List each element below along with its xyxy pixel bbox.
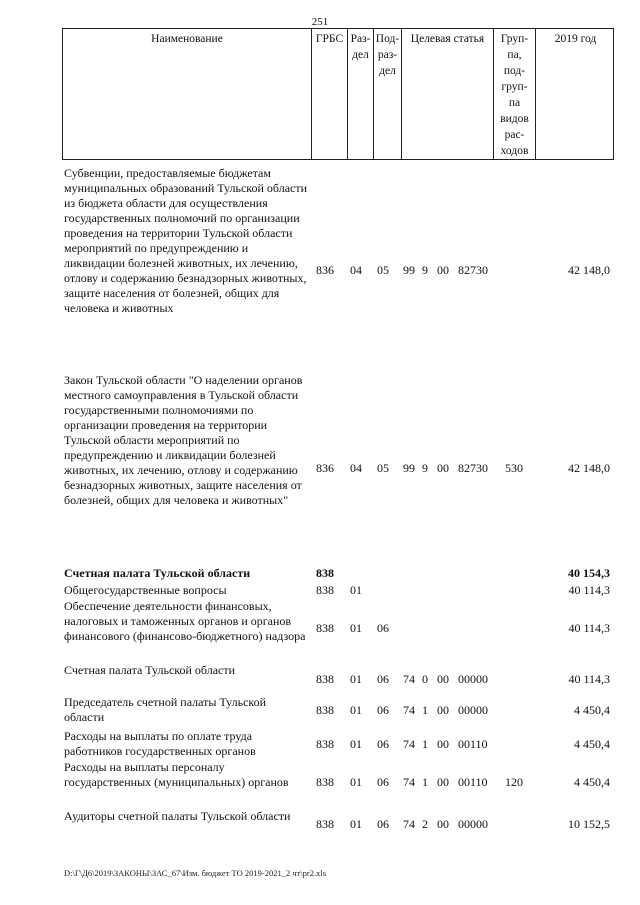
row-sum: 4 450,4 xyxy=(574,775,610,789)
row-razdel: 01 xyxy=(350,775,362,789)
row-target-program: 99 xyxy=(403,263,415,277)
row-razdel: 01 xyxy=(350,817,362,831)
row-sum: 42 148,0 xyxy=(568,461,610,475)
row-target-program: 74 xyxy=(403,737,415,751)
row-podrazdel: 06 xyxy=(377,672,389,686)
row-razdel: 04 xyxy=(350,461,362,475)
row-target-program: 74 xyxy=(403,775,415,789)
page-number: 251 xyxy=(311,16,329,28)
row-grbs: 838 xyxy=(316,817,334,831)
row-target-program: 99 xyxy=(403,461,415,475)
header-grbs: ГРБС xyxy=(311,29,347,159)
row-target-event: 00 xyxy=(437,817,449,831)
header-year: 2019 год xyxy=(535,29,615,159)
row-grbs: 838 xyxy=(316,583,334,597)
row-grbs: 836 xyxy=(316,263,334,277)
row-target-subprogram: 9 xyxy=(422,461,428,475)
row-name: Председатель счетной палаты Тульской области xyxy=(64,695,267,724)
row-name: Обеспечение деятельности финансовых, налоговых и таможенных органов и органов финансового (финансово-бюджетного) надзора xyxy=(64,599,306,643)
row-razdel: 04 xyxy=(350,263,362,277)
row-grbs: 838 xyxy=(316,775,334,789)
row-grbs: 838 xyxy=(316,566,334,580)
row-grbs: 836 xyxy=(316,461,334,475)
header-razdel: Раз- дел xyxy=(347,29,373,159)
row-razdel: 01 xyxy=(350,672,362,686)
row-target-event: 00 xyxy=(437,737,449,751)
header-group: Груп- па, под- груп- па видов рас- ходов xyxy=(493,29,535,159)
row-target-program: 74 xyxy=(403,672,415,686)
row-name: Счетная палата Тульской области xyxy=(64,663,236,677)
row-target-program: 74 xyxy=(403,703,415,717)
row-target-direction: 00000 xyxy=(458,817,488,831)
row-razdel: 01 xyxy=(350,621,362,635)
row-grbs: 838 xyxy=(316,672,334,686)
row-sum: 40 114,3 xyxy=(568,583,610,597)
row-podrazdel: 06 xyxy=(377,621,389,635)
row-podrazdel: 05 xyxy=(377,263,389,277)
row-grbs: 838 xyxy=(316,621,334,635)
row-podrazdel: 06 xyxy=(377,817,389,831)
row-name: Закон Тульской области "О наделении органов местного самоуправления в Тульской области государственными полномочиями по организации проведения на территории Тульской области мероприятий по предупреждению и ликвидации болезней животных, их лечению, отлову и содержанию безнадзорных животных, защите населения от болезней, общих для человека и животных" xyxy=(64,373,303,507)
row-name: Расходы на выплаты персоналу государственных (муниципальных) органов xyxy=(64,760,289,789)
row-target-subprogram: 2 xyxy=(422,817,428,831)
row-podrazdel: 05 xyxy=(377,461,389,475)
row-target-subprogram: 0 xyxy=(422,672,428,686)
row-name: Расходы на выплаты по оплате труда работников государственных органов xyxy=(64,729,256,758)
row-sum: 4 450,4 xyxy=(574,703,610,717)
row-grbs: 838 xyxy=(316,703,334,717)
row-target-direction: 00110 xyxy=(458,737,488,751)
file-path-footer: D:\Г\Д6\2019\ЗАКОНЫ\ЗАС_67\Изм. бюджет ТО 2019-2021_2 чт\pr2.xls xyxy=(64,868,327,878)
row-podrazdel: 06 xyxy=(377,737,389,751)
header-podrazdel: Под- раз- дел xyxy=(373,29,401,159)
row-target-direction: 00000 xyxy=(458,672,488,686)
row-name: Счетная палата Тульской области xyxy=(64,566,251,580)
row-razdel: 01 xyxy=(350,737,362,751)
row-name: Общегосударственные вопросы xyxy=(64,583,227,597)
row-grbs: 838 xyxy=(316,737,334,751)
row-target-event: 00 xyxy=(437,672,449,686)
row-expense-type: 530 xyxy=(505,461,523,475)
row-sum: 40 114,3 xyxy=(568,621,610,635)
row-target-subprogram: 1 xyxy=(422,775,428,789)
row-target-direction: 00110 xyxy=(458,775,488,789)
row-target-event: 00 xyxy=(437,775,449,789)
row-target-subprogram: 1 xyxy=(422,703,428,717)
row-target-event: 00 xyxy=(437,461,449,475)
header-target: Целевая статья xyxy=(401,29,493,159)
row-target-subprogram: 1 xyxy=(422,737,428,751)
row-target-event: 00 xyxy=(437,263,449,277)
row-sum: 40 154,3 xyxy=(568,566,610,580)
table-header xyxy=(62,28,614,160)
row-target-program: 74 xyxy=(403,817,415,831)
row-expense-type: 120 xyxy=(505,775,523,789)
row-sum: 40 114,3 xyxy=(568,672,610,686)
row-name: Аудиторы счетной палаты Тульской области xyxy=(64,809,291,823)
row-razdel: 01 xyxy=(350,703,362,717)
row-sum: 4 450,4 xyxy=(574,737,610,751)
row-target-subprogram: 9 xyxy=(422,263,428,277)
row-name: Субвенции, предоставляемые бюджетам муниципальных образований Тульской области из бюджета области для осуществления государственных полномочий по организации проведения на территории Тульской области мероприятий по предупреждению и ликвидации болезней животных, их лечению, отлову и содержанию безнадзорных животных, защите населения от болезней, общих для человека и животных xyxy=(64,166,308,315)
row-target-direction: 82730 xyxy=(458,263,488,277)
row-target-direction: 82730 xyxy=(458,461,488,475)
row-razdel: 01 xyxy=(350,583,362,597)
header-name: Наименование xyxy=(151,33,223,45)
row-target-event: 00 xyxy=(437,703,449,717)
row-sum: 42 148,0 xyxy=(568,263,610,277)
row-sum: 10 152,5 xyxy=(568,817,610,831)
row-podrazdel: 06 xyxy=(377,775,389,789)
row-podrazdel: 06 xyxy=(377,703,389,717)
row-target-direction: 00000 xyxy=(458,703,488,717)
